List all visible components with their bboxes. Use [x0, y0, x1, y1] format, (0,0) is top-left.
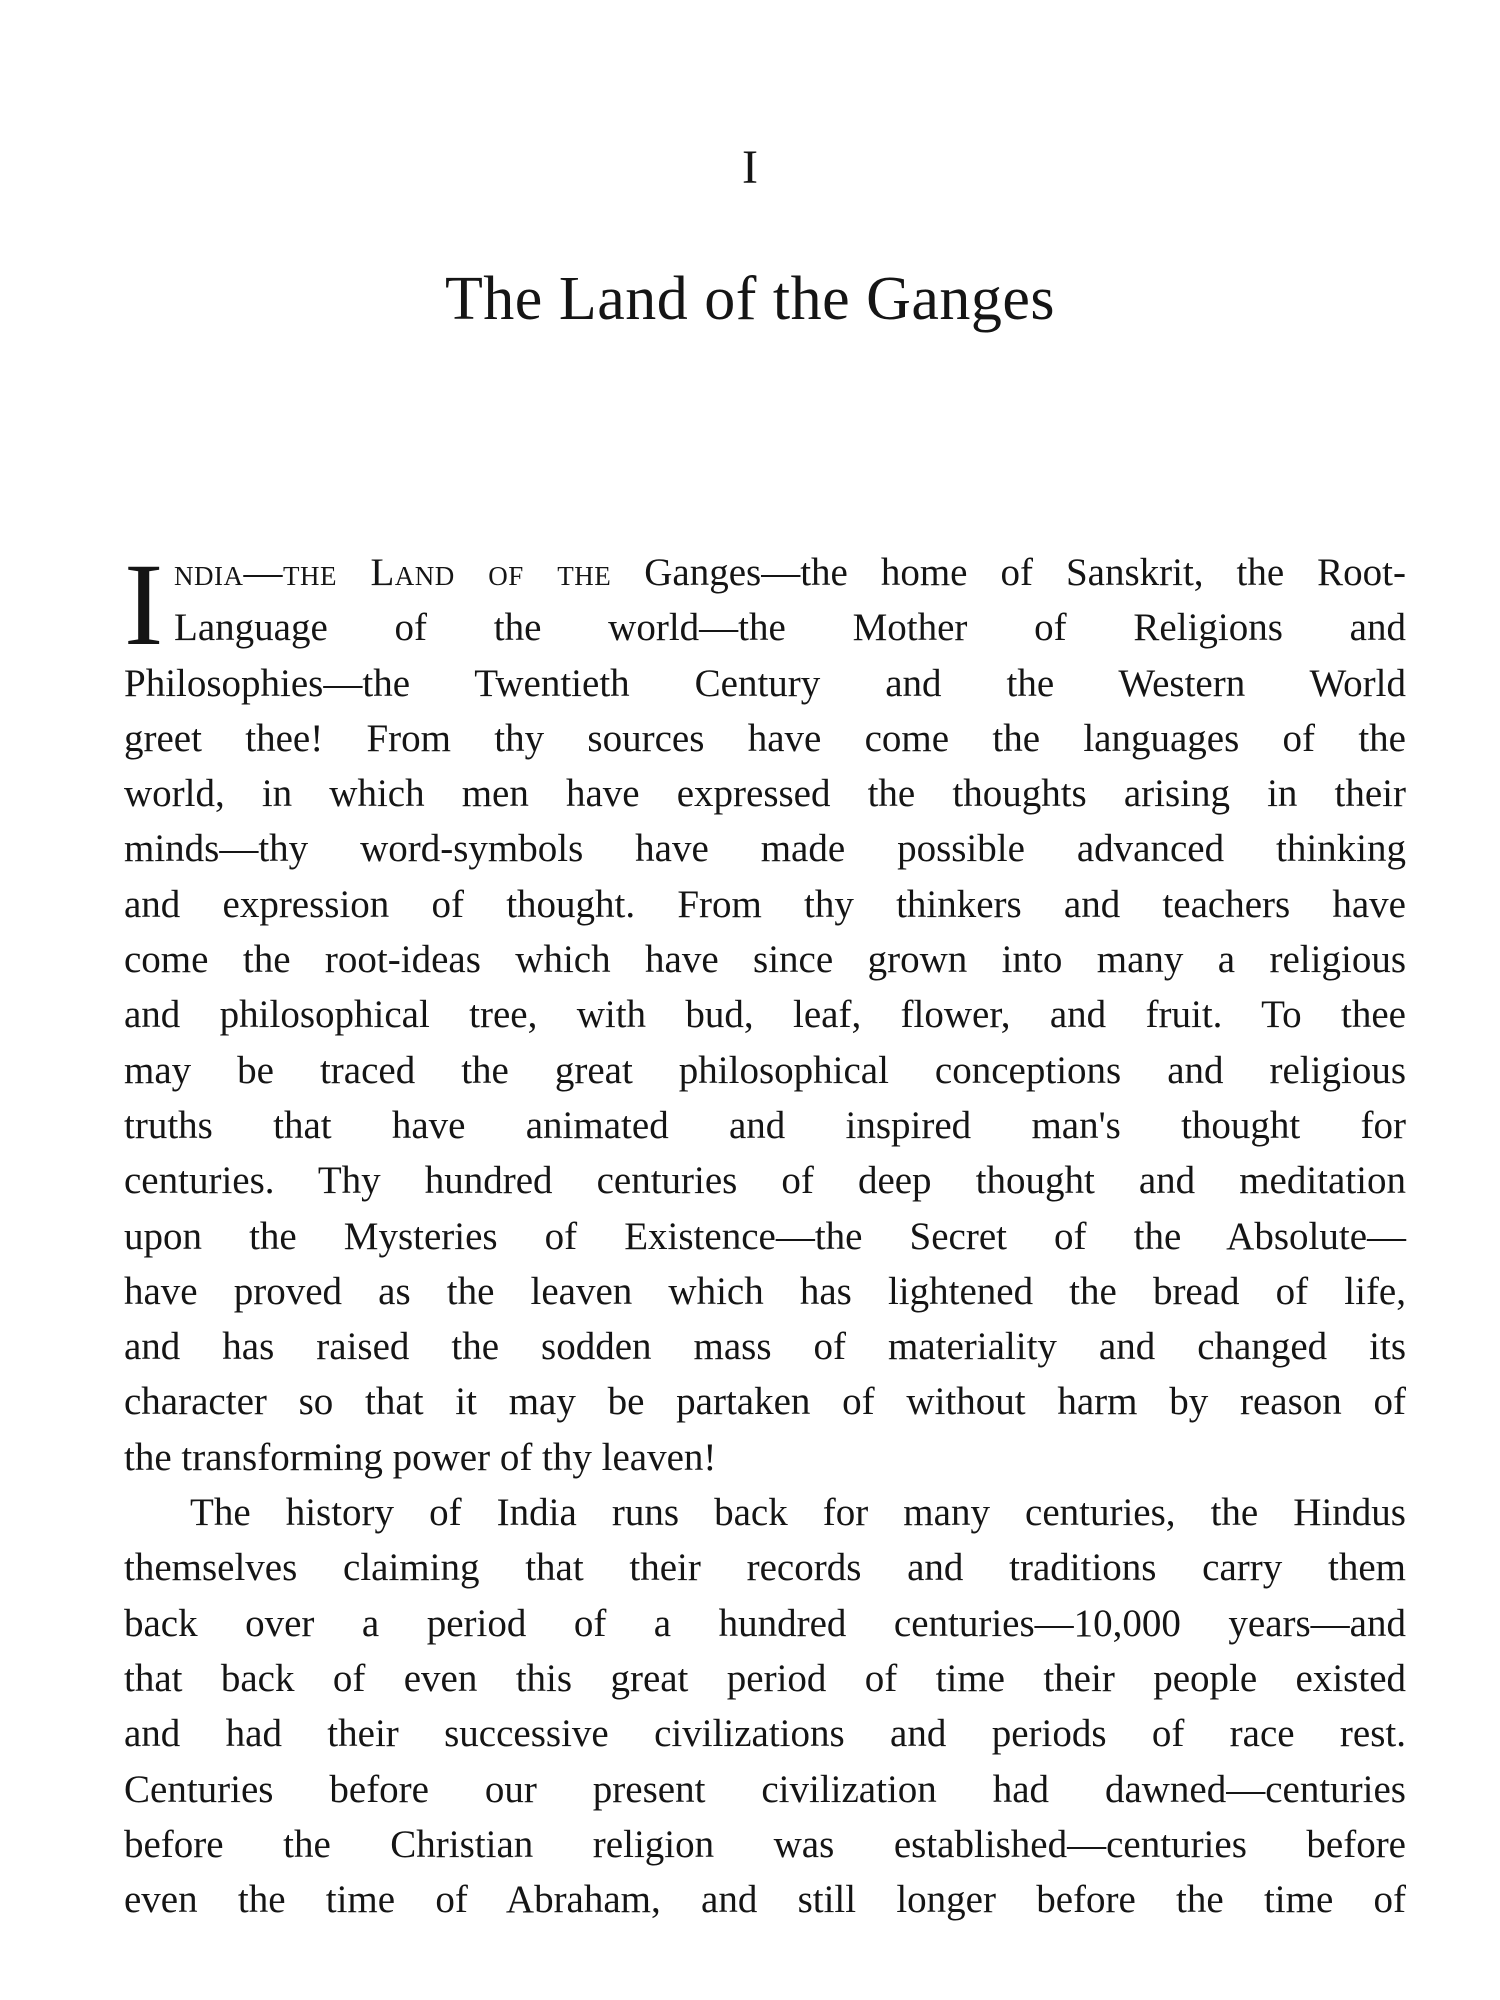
text-line: come the root-ideas which have since grown into many a religious — [124, 938, 1406, 982]
opening-small-caps: ndia—the Land of the — [174, 551, 612, 594]
text-line: Philosophies—the Twentieth Century and the Western World — [124, 661, 1406, 705]
text-line: truths that have animated and inspired man's thought for — [124, 1103, 1406, 1147]
text-line: even the time of Abraham, and still longer before the time of — [124, 1878, 1406, 1922]
text-line: Centuries before our present civilization had dawned—centuries — [124, 1767, 1406, 1811]
text-line: world, in which men have expressed the thoughts arising in their — [124, 772, 1406, 816]
text-line — [124, 545, 1406, 600]
text-line: and philosophical tree, with bud, leaf, flower, and fruit. To thee — [124, 993, 1406, 1037]
text-line: and expression of thought. From thy thinkers and teachers have — [124, 882, 1406, 926]
text-line: that back of even this great period of time their people existed — [124, 1656, 1406, 1700]
text-line: themselves claiming that their records and traditions carry them — [124, 1546, 1406, 1590]
chapter-body — [124, 539, 1406, 1927]
text-line: centuries. Thy hundred centuries of deep thought and meditation — [124, 1159, 1406, 1203]
text-line: upon the Mysteries of Existence—the Secret of the Absolute— — [124, 1214, 1406, 1258]
text-line: minds—thy word-symbols have made possible advanced thinking — [124, 827, 1406, 871]
opening-line-rest: Ganges—the home of Sanskrit, the Root- — [611, 551, 1406, 594]
text-line: character so that it may be partaken of without harm by reason of — [124, 1380, 1406, 1424]
drop-cap: I — [124, 539, 164, 670]
text-line: the transforming power of thy leaven! — [124, 1435, 717, 1479]
text-line: greet thee! From thy sources have come the languages of the — [124, 716, 1406, 760]
text-line: may be traced the great philosophical conceptions and religious — [124, 1048, 1406, 1092]
text-line: have proved as the leaven which has lightened the bread of life, — [124, 1269, 1406, 1313]
text-line: before the Christian religion was established—centuries before — [124, 1822, 1406, 1866]
text-line: and had their successive civilizations and periods of race rest. — [124, 1712, 1406, 1756]
text-line: Language of the world—the Mother of Religions and — [174, 606, 1406, 650]
chapter-title: The Land of the Ganges — [444, 265, 1056, 333]
chapter-number: I — [742, 141, 758, 194]
text-line: back over a period of a hundred centuries—10,000 years—and — [124, 1601, 1406, 1645]
text-line: The history of India runs back for many centuries, the Hindus — [190, 1491, 1406, 1535]
text-line: and has raised the sodden mass of materiality and changed its — [124, 1325, 1406, 1369]
